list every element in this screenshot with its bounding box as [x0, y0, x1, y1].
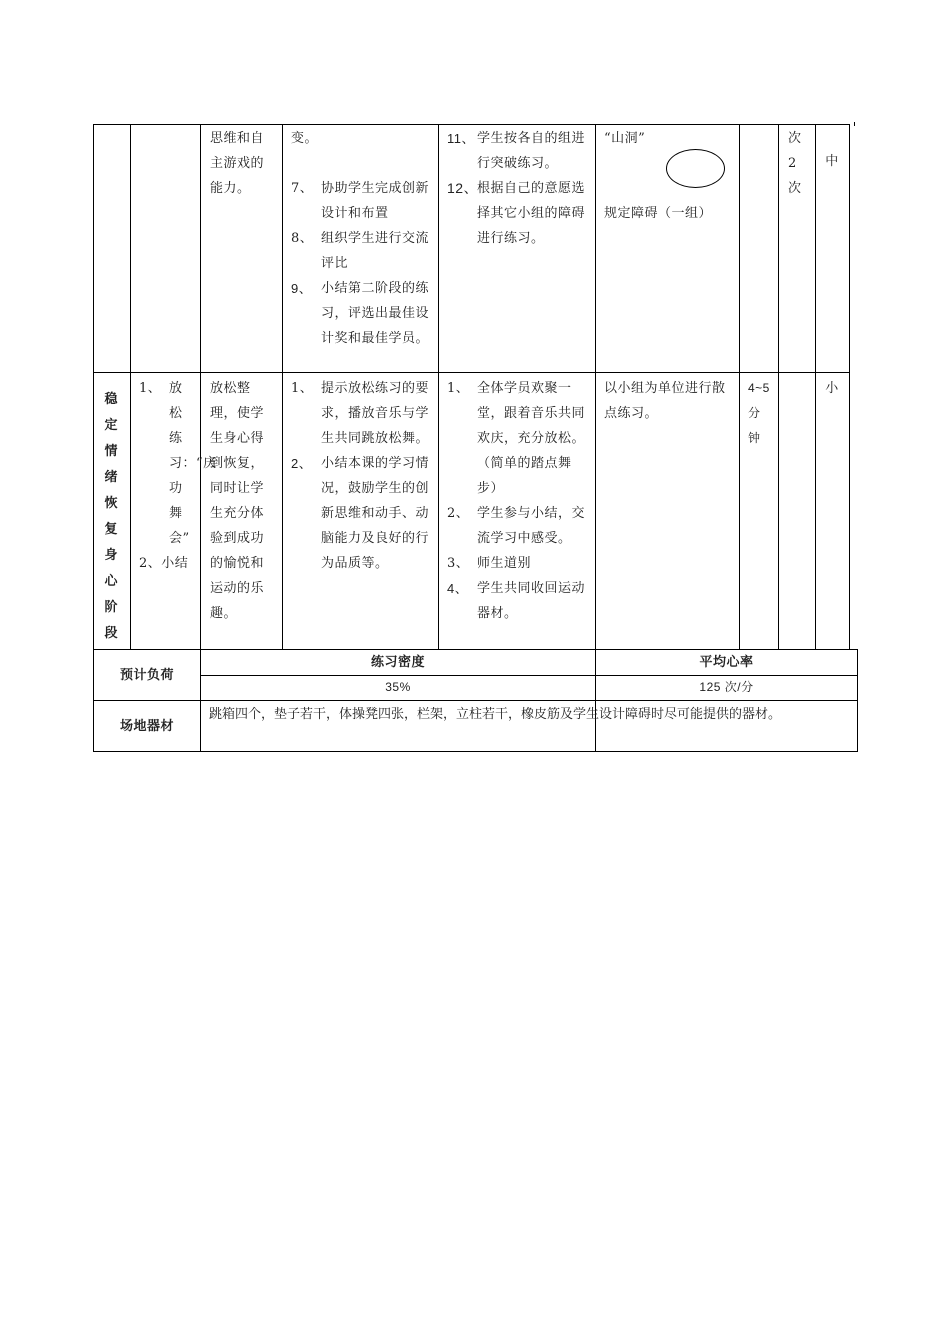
density-value: 35% — [385, 680, 411, 694]
table-border-top — [93, 124, 850, 125]
row2-content — [139, 376, 217, 576]
row2-stage-label — [101, 386, 121, 646]
item-text: 提示放松练习的要求，播放音乐与学生共同跳放松舞。 — [321, 381, 430, 446]
col-line-edge — [854, 122, 855, 126]
density-value-cell — [201, 675, 595, 700]
row2-time — [748, 376, 772, 451]
row1-goal — [210, 126, 276, 201]
col-line-9 — [849, 124, 850, 649]
content-item — [139, 551, 194, 576]
item-text: 学生共同收回运动器材。 — [477, 581, 586, 621]
equipment-text-cell — [209, 702, 854, 727]
hr-value-cell — [596, 675, 857, 700]
item-text: 放松练习：“庆功舞会” — [169, 381, 217, 546]
student-item — [447, 126, 589, 176]
equipment-label-cell — [94, 713, 200, 738]
item-number: 1、 — [139, 381, 162, 396]
stage-text: 稳定情绪恢复身心阶段 — [104, 391, 118, 640]
item-text: 小结 — [161, 556, 189, 571]
hr-value: 125 次/分 — [699, 680, 754, 694]
student-item — [447, 551, 589, 576]
hr-header — [596, 649, 857, 674]
student-item — [447, 176, 589, 251]
content-item — [139, 376, 217, 551]
item-number: 12、 — [447, 180, 479, 196]
item-number: 2、 — [447, 506, 470, 521]
time-text: 4~5分钟 — [748, 381, 770, 445]
teacher-item — [291, 451, 431, 576]
row2-student-activities — [447, 376, 589, 626]
item-number: 9、 — [291, 281, 313, 296]
col-line-7 — [778, 124, 779, 649]
row-divider — [93, 372, 850, 373]
item-number: 11、 — [447, 131, 475, 146]
item-number: 2、 — [291, 456, 313, 471]
item-text: 协助学生完成创新设计和布置 — [321, 181, 430, 221]
density-header — [201, 649, 595, 674]
item-text: 学生按各自的组进行突破练习。 — [477, 131, 586, 171]
row2-teacher-activities — [291, 376, 431, 576]
row1-goal-text: 思维和自主游戏的能力。 — [210, 131, 265, 196]
teacher-item — [291, 276, 431, 351]
load-label-cell — [94, 662, 200, 687]
item-number: 1、 — [447, 381, 470, 396]
row2-organization — [604, 376, 734, 426]
org-text: 以小组为单位进行散点练习。 — [604, 381, 726, 421]
row2-goal-text: 放松整理，使学生身心得到恢复，同时让学生充分体验到成功的愉悦和运动的乐趣。 — [210, 381, 265, 621]
row1-teacher-prefix: 变。 — [291, 131, 319, 146]
density-label: 练习密度 — [370, 654, 425, 669]
item-number: 4、 — [447, 581, 469, 596]
row1-count — [788, 126, 802, 201]
row1-intensity — [817, 149, 847, 174]
hr-label: 平均心率 — [699, 654, 754, 669]
item-text: 全体学员欢聚一堂，跟着音乐共同欢庆，充分放松。（简单的踏点舞步） — [477, 381, 586, 496]
col-line-6 — [739, 124, 740, 649]
item-text: 学生参与小结，交流学习中感受。 — [477, 506, 586, 546]
item-text: 根据自己的意愿选择其它小组的障碍进行练习。 — [477, 181, 586, 246]
item-number: 3、 — [447, 556, 470, 571]
equipment-row-top — [93, 700, 858, 701]
item-text: 师生道别 — [477, 556, 532, 571]
row2-goal — [210, 376, 276, 626]
teacher-item — [291, 176, 431, 226]
row1-teacher-activities — [291, 126, 431, 351]
col-line-8 — [815, 124, 816, 649]
col-line-3 — [282, 124, 283, 649]
item-number: 1、 — [291, 381, 314, 396]
equipment-text: 跳箱四个，垫子若干，体操凳四张，栏架，立柱若干，橡皮筋及学生设计障碍时尽可能提供的器材。 — [209, 707, 782, 722]
intensity-text: 中 — [825, 154, 839, 169]
cave-ellipse-shape — [666, 149, 725, 188]
count-text: 次2次 — [788, 131, 802, 196]
student-item — [447, 376, 589, 501]
col-line-0 — [93, 124, 94, 751]
item-text: 组织学生进行交流评比 — [321, 231, 430, 271]
item-text: 小结第二阶段的练习，评选出最佳设计奖和最佳学员。 — [321, 281, 430, 346]
intensity-text: 小 — [825, 381, 839, 396]
teacher-item — [291, 376, 431, 451]
item-text: 小结本课的学习情况，鼓励学生的创新思维和动手、动脑能力及良好的行为品质等。 — [321, 456, 430, 571]
col-line-4 — [438, 124, 439, 649]
student-item — [447, 576, 589, 626]
row1-student-activities — [447, 126, 589, 251]
table-border-bottom — [93, 751, 858, 752]
org-label-cave: “山洞” — [604, 131, 646, 146]
load-label: 预计负荷 — [119, 667, 174, 682]
col-line-right — [857, 649, 858, 751]
col-line-1 — [130, 124, 131, 649]
teacher-item — [291, 226, 431, 276]
item-number: 8、 — [291, 231, 314, 246]
item-number: 2、 — [139, 556, 162, 571]
row2-intensity — [817, 376, 847, 401]
student-item — [447, 501, 589, 551]
org-label-obstacle: 规定障碍（一组） — [604, 206, 713, 221]
equipment-label: 场地器材 — [119, 718, 174, 733]
item-number: 7、 — [291, 181, 314, 196]
